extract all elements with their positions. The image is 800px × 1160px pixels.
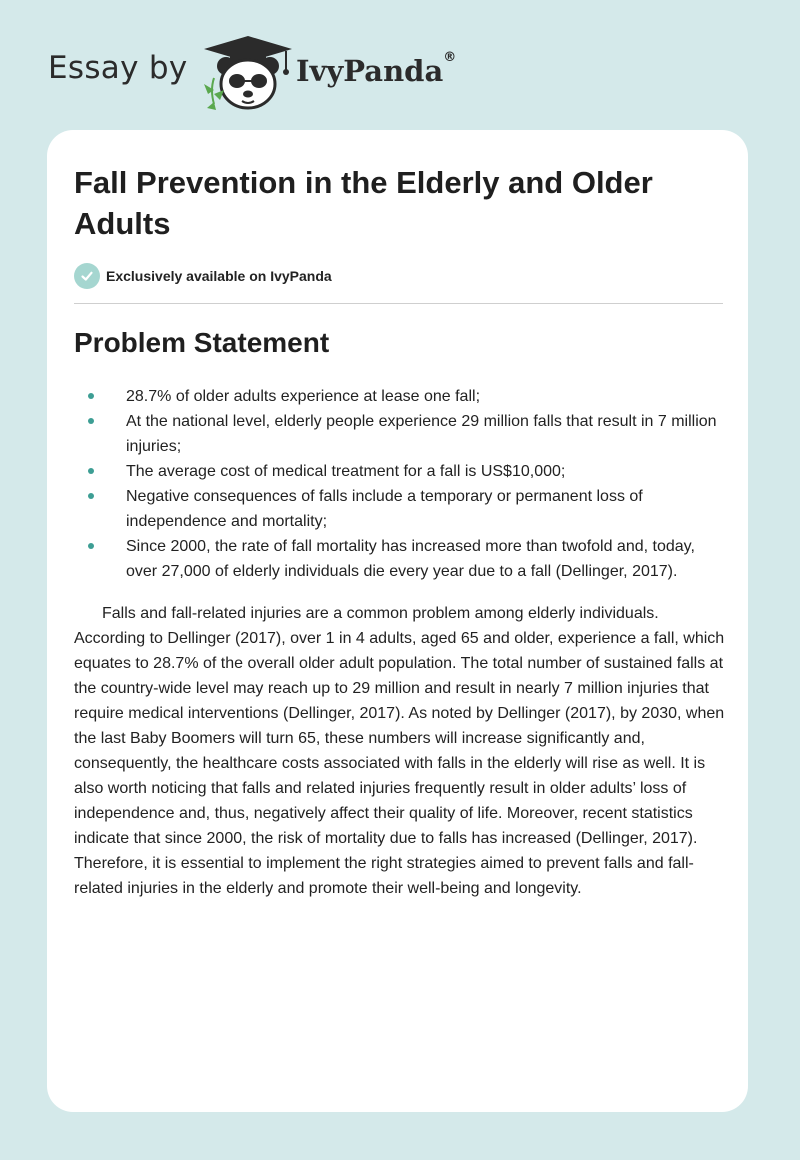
bullet-icon	[88, 468, 94, 474]
list-item-text: At the national level, elderly people experience 29 million falls that result in 7 million injuries;	[126, 413, 717, 455]
ivypanda-logo-icon[interactable]	[200, 32, 296, 112]
bullet-icon	[88, 543, 94, 549]
section-heading: Problem Statement	[74, 327, 330, 358]
brand-text: IvyPanda	[296, 54, 444, 88]
list-item-text: The average cost of medical treatment for a fall is US$10,000;	[126, 463, 566, 480]
list-item	[74, 534, 724, 584]
list-item	[74, 484, 724, 534]
bullet-list	[74, 384, 724, 584]
bullet-icon	[88, 493, 94, 499]
badge-label: Exclusively available on IvyPanda	[106, 268, 332, 284]
essay-by-label: Essay by	[48, 50, 188, 86]
list-item-text: 28.7% of older adults experience at lease one fall;	[126, 388, 481, 405]
list-item-text: Since 2000, the rate of fall mortality has increased more than twofold and, today, over 27,000 of elderly individuals die every year due to a fall (Dellinger, 2017).	[126, 538, 695, 580]
registered-mark: ®	[443, 50, 457, 65]
list-item	[74, 409, 724, 459]
bullet-icon	[88, 418, 94, 424]
article-card	[47, 130, 748, 1112]
exclusive-badge	[74, 263, 332, 289]
ivypanda-brand-name[interactable]	[296, 50, 457, 88]
list-item	[74, 384, 724, 409]
article-title: Fall Prevention in the Elderly and Older Adults	[74, 165, 653, 241]
list-item-text: Negative consequences of falls include a temporary or permanent loss of independence and mortality;	[126, 488, 643, 530]
site-header	[0, 0, 800, 120]
body-paragraph: Falls and fall-related injuries are a common problem among elderly individuals. According to Dellinger (2017), over 1 in 4 adults, aged 65 and older, experience a fall, which equates to 28.7% of the overall older adult population. The total number of sustained falls at the country-wide level may reach up to 29 million and result in nearly 7 million injuries that require medical interventions (Dellinger, 2017). As noted by Dellinger (2017), by 2030, when the last Baby Boomers will turn 65, these numbers will increase significantly and, consequently, the healthcare costs associated with falls in the elderly will rise as well. It is also worth noticing that falls and related injuries frequently result in older adults’ loss of independence and, thus, negatively affect their quality of life. Moreover, recent statistics indicate that since 2000, the risk of mortality due to falls has increased (Dellinger, 2017). Therefore, it is essential to implement the right strategies aimed to prevent falls and fall-related injuries in the elderly and promote their well-being and longevity.	[74, 605, 725, 897]
bullet-icon	[88, 393, 94, 399]
divider	[74, 303, 723, 304]
list-item	[74, 459, 724, 484]
checkmark-icon	[74, 263, 100, 289]
